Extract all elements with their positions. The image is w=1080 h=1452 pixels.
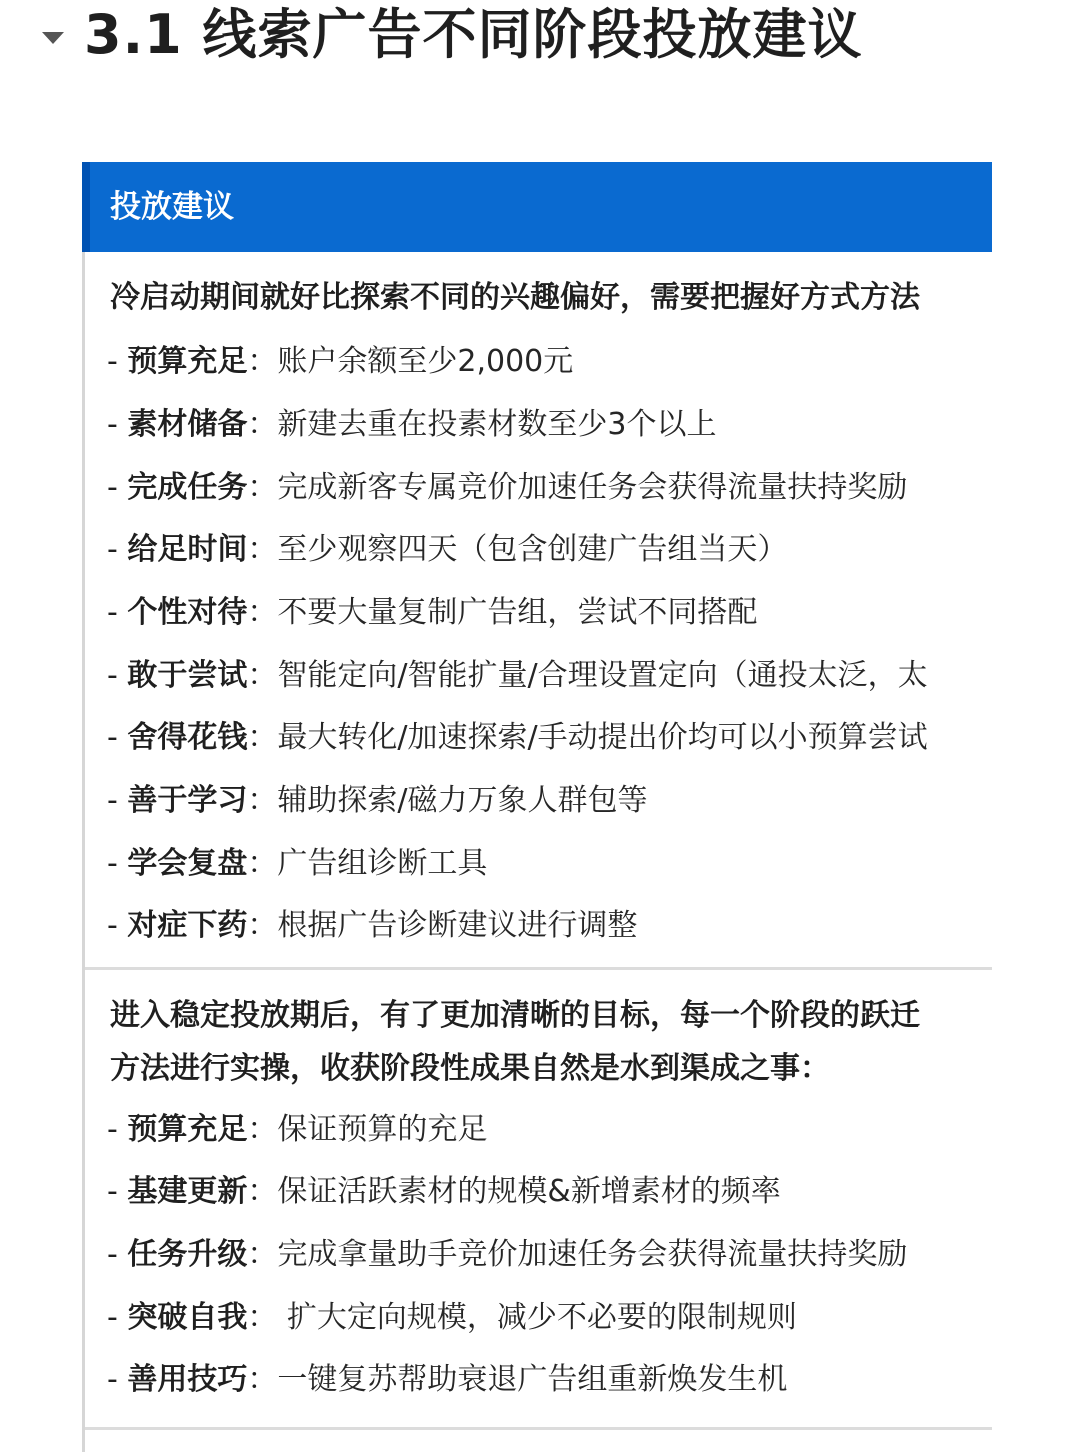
list-item: - 任务升级：完成拿量助手竞价加速任务会获得流量扶持奖励 (107, 1237, 908, 1272)
stable-intro-line2: 方法进行实操，收获阶段性成果自然是水到渠成之事： (110, 1051, 830, 1086)
list-item: - 善于学习：辅助探索/磁力万象人群包等 (107, 783, 648, 818)
list-item: - 舍得花钱：最大转化/加速探索/手动提出价均可以小预算尝试 (107, 720, 928, 755)
list-item: - 突破自我： 扩大定向规模，减少不必要的限制规则 (107, 1300, 797, 1335)
section-heading (0, 0, 1080, 80)
list-item: - 对症下药：根据广告诊断建议进行调整 (107, 908, 638, 943)
list-item: - 个性对待：不要大量复制广告组，尝试不同搭配 (107, 595, 758, 630)
table-header (82, 162, 992, 252)
list-item: - 给足时间：至少观察四天（包含创建广告组当天） (107, 532, 788, 567)
table-header-label: 投放建议 (110, 189, 234, 225)
page-title: 3.1 线索广告不同阶段投放建议 (84, 3, 863, 66)
list-item: - 基建更新：保证活跃素材的规模&新增素材的频率 (107, 1174, 781, 1209)
list-item: - 素材储备：新建去重在投素材数至少3个以上 (107, 407, 717, 442)
stable-intro-line1: 进入稳定投放期后，有了更加清晰的目标，每一个阶段的跃迁 (110, 998, 920, 1033)
list-item: - 敢于尝试：智能定向/智能扩量/合理设置定向（通投太泛，太 (107, 658, 928, 693)
cold-start-cell (85, 254, 992, 970)
list-item: - 学会复盘：广告组诊断工具 (107, 846, 488, 881)
stable-phase-cell (85, 970, 992, 1430)
list-item: - 预算充足：账户余额至少2,000元 (107, 344, 574, 379)
advice-table (82, 162, 992, 1452)
cold-start-intro: 冷启动期间就好比探索不同的兴趣偏好，需要把握好方式方法 (110, 280, 920, 315)
list-item: - 善用技巧：一键复苏帮助衰退广告组重新焕发生机 (107, 1362, 788, 1397)
list-item: - 预算充足：保证预算的充足 (107, 1112, 488, 1147)
caret-down-icon[interactable] (38, 26, 68, 50)
list-item: - 完成任务：完成新客专属竞价加速任务会获得流量扶持奖励 (107, 470, 908, 505)
